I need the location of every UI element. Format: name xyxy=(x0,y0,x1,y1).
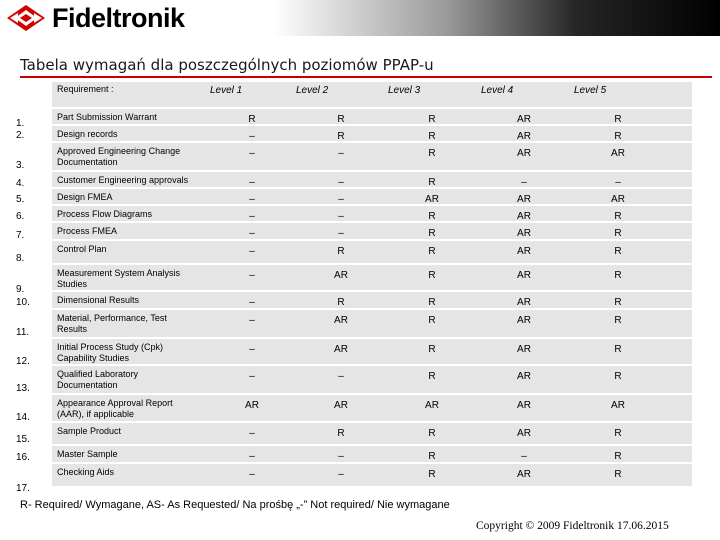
requirement-label: Master Sample xyxy=(57,449,118,459)
level-2-value: AR xyxy=(334,315,348,326)
row-number: 9. xyxy=(16,284,25,295)
requirement-label: Design records xyxy=(57,129,118,139)
level-1-value: – xyxy=(249,131,255,142)
brand-name: Fideltronik xyxy=(52,3,185,33)
header-level-2: Level 2 xyxy=(296,85,329,96)
requirement-label: Appearance Approval Report (AAR), if applicable xyxy=(57,398,173,419)
level-3-value: R xyxy=(428,428,436,439)
level-5-value: – xyxy=(615,177,621,188)
level-2-value: – xyxy=(338,211,344,222)
header-level-3: Level 3 xyxy=(388,85,421,96)
level-2-value: R xyxy=(337,131,345,142)
level-1-value: – xyxy=(249,211,255,222)
row-number: 2. xyxy=(16,130,25,141)
level-4-value: AR xyxy=(517,400,531,411)
row-number: 8. xyxy=(16,253,25,264)
level-2-value: – xyxy=(338,177,344,188)
level-4-value: AR xyxy=(517,344,531,355)
level-5-value: R xyxy=(614,228,622,239)
level-5-value: R xyxy=(614,131,622,142)
level-3-value: R xyxy=(428,344,436,355)
level-5-value: AR xyxy=(611,148,625,159)
row-number: 15. xyxy=(16,434,30,445)
row-number: 12. xyxy=(16,356,30,367)
level-3-value: R xyxy=(428,211,436,222)
page-title: Tabela wymagań dla poszczególnych poziomów PPAP-u xyxy=(20,56,434,74)
requirement-label: Process Flow Diagrams xyxy=(57,209,153,219)
level-4-value: AR xyxy=(517,297,531,308)
level-1-value: – xyxy=(249,177,255,188)
row-number: 1. xyxy=(16,118,25,129)
level-2-value: AR xyxy=(334,400,348,411)
level-3-value: R xyxy=(428,469,436,480)
row-number: 14. xyxy=(16,412,30,423)
row-number: 11. xyxy=(16,327,30,338)
level-2-value: AR xyxy=(334,270,348,281)
requirement-label: Control Plan xyxy=(57,244,107,254)
level-1-value: – xyxy=(249,451,255,462)
level-1-value: – xyxy=(249,246,255,257)
level-4-value: AR xyxy=(517,469,531,480)
level-2-value: – xyxy=(338,228,344,239)
level-4-value: AR xyxy=(517,315,531,326)
level-2-value: – xyxy=(338,469,344,480)
level-4-value: AR xyxy=(517,371,531,382)
row-number: 4. xyxy=(16,178,25,189)
row-number: 6. xyxy=(16,211,25,222)
header-level-1: Level 1 xyxy=(210,85,243,96)
level-4-value: – xyxy=(521,177,527,188)
level-1-value: R xyxy=(248,114,256,125)
level-2-value: R xyxy=(337,114,345,125)
level-2-value: R xyxy=(337,428,345,439)
requirement-label: Sample Product xyxy=(57,426,122,436)
company-logo xyxy=(6,4,185,32)
header-level-5: Level 5 xyxy=(574,85,607,96)
level-5-value: R xyxy=(614,428,622,439)
level-4-value: AR xyxy=(517,148,531,159)
level-3-value: R xyxy=(428,131,436,142)
level-3-value: R xyxy=(428,228,436,239)
level-5-value: R xyxy=(614,297,622,308)
header-requirement: Requirement : xyxy=(57,84,114,94)
level-1-value: AR xyxy=(245,400,259,411)
level-4-value: AR xyxy=(517,428,531,439)
level-5-value: R xyxy=(614,114,622,125)
level-1-value: – xyxy=(249,270,255,281)
requirement-label: Material, Performance, Test Results xyxy=(57,313,167,334)
level-5-value: R xyxy=(614,315,622,326)
requirement-label: Part Submission Warrant xyxy=(57,112,157,122)
level-5-value: R xyxy=(614,371,622,382)
requirement-label: Initial Process Study (Cpk) Capability Studies xyxy=(57,342,164,363)
level-4-value: AR xyxy=(517,246,531,257)
level-3-value: R xyxy=(428,270,436,281)
level-1-value: – xyxy=(249,228,255,239)
level-4-value: AR xyxy=(517,270,531,281)
requirement-label: Measurement System Analysis Studies xyxy=(57,268,181,289)
level-5-value: R xyxy=(614,469,622,480)
level-1-value: – xyxy=(249,469,255,480)
level-4-value: AR xyxy=(517,131,531,142)
row-number: 7. xyxy=(16,230,25,241)
legend-footnote: R- Required/ Wymagane, AS- As Requested/ Na prośbę „-” Not required/ Nie wymagane xyxy=(20,499,450,511)
level-5-value: AR xyxy=(611,400,625,411)
level-3-value: R xyxy=(428,177,436,188)
level-3-value: R xyxy=(428,114,436,125)
requirement-label: Qualified Laboratory Documentation xyxy=(57,369,139,390)
level-4-value: AR xyxy=(517,194,531,205)
level-3-value: R xyxy=(428,246,436,257)
level-3-value: R xyxy=(428,148,436,159)
level-1-value: – xyxy=(249,371,255,382)
diamond-arrows-logo-icon xyxy=(6,4,46,32)
level-4-value: – xyxy=(521,451,527,462)
level-5-value: AR xyxy=(611,194,625,205)
requirement-label: Customer Engineering approvals xyxy=(57,175,189,185)
level-2-value: – xyxy=(338,194,344,205)
level-5-value: R xyxy=(614,211,622,222)
header-level-4: Level 4 xyxy=(481,85,514,96)
level-5-value: R xyxy=(614,451,622,462)
level-4-value: AR xyxy=(517,211,531,222)
level-4-value: AR xyxy=(517,228,531,239)
row-number: 5. xyxy=(16,194,25,205)
level-1-value: – xyxy=(249,315,255,326)
level-4-value: AR xyxy=(517,114,531,125)
row-number: 17. xyxy=(16,483,30,494)
row-number: 10. xyxy=(16,297,30,308)
level-1-value: – xyxy=(249,297,255,308)
requirement-label: Design FMEA xyxy=(57,192,113,202)
level-3-value: R xyxy=(428,315,436,326)
row-number: 16. xyxy=(16,452,30,463)
level-2-value: R xyxy=(337,246,345,257)
level-1-value: – xyxy=(249,194,255,205)
level-2-value: – xyxy=(338,451,344,462)
level-1-value: – xyxy=(249,428,255,439)
requirement-label: Approved Engineering Change Documentation xyxy=(57,146,181,167)
level-2-value: – xyxy=(338,148,344,159)
row-number: 13. xyxy=(16,383,30,394)
level-1-value: – xyxy=(249,148,255,159)
level-2-value: AR xyxy=(334,344,348,355)
requirement-label: Checking Aids xyxy=(57,467,115,477)
level-3-value: R xyxy=(428,451,436,462)
level-3-value: R xyxy=(428,371,436,382)
requirement-label: Process FMEA xyxy=(57,226,118,236)
level-1-value: – xyxy=(249,344,255,355)
level-2-value: R xyxy=(337,297,345,308)
row-number: 3. xyxy=(16,160,25,171)
level-5-value: R xyxy=(614,344,622,355)
level-3-value: AR xyxy=(425,194,439,205)
requirement-label: Dimensional Results xyxy=(57,295,140,305)
level-5-value: R xyxy=(614,246,622,257)
level-3-value: AR xyxy=(425,400,439,411)
level-5-value: R xyxy=(614,270,622,281)
level-3-value: R xyxy=(428,297,436,308)
copyright-notice: Copyright © 2009 Fideltronik 17.06.2015 xyxy=(476,520,669,532)
level-2-value: – xyxy=(338,371,344,382)
title-divider xyxy=(20,76,712,78)
